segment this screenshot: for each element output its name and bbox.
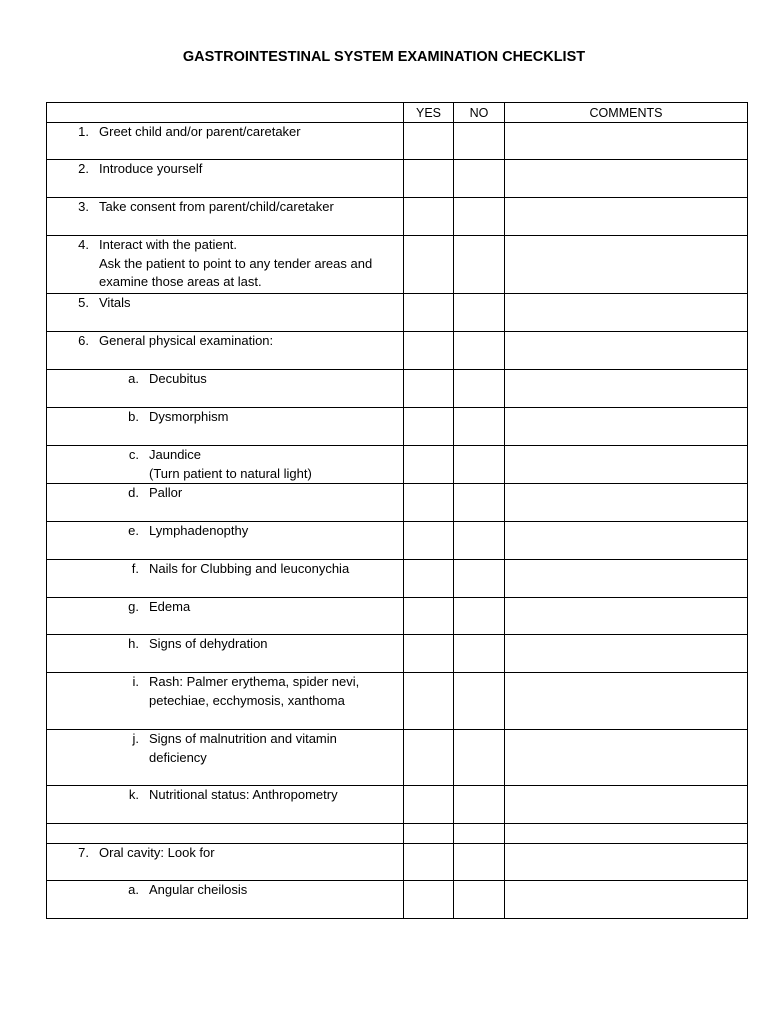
item-text [149, 673, 403, 710]
checklist-row [47, 635, 748, 673]
item-cell [47, 294, 404, 332]
comments-cell[interactable] [505, 730, 748, 786]
yes-cell[interactable] [404, 786, 454, 824]
item-number: j. [132, 731, 139, 746]
item-cell [47, 123, 404, 160]
yes-cell[interactable] [404, 730, 454, 786]
checklist-row [47, 522, 748, 560]
item-number: 5. [78, 295, 89, 310]
item-number: f. [131, 561, 139, 576]
checklist-row [47, 844, 748, 881]
comments-cell[interactable] [505, 236, 748, 294]
item-text-line: Edema [149, 599, 191, 614]
item-text [149, 484, 403, 503]
comments-cell[interactable] [505, 560, 748, 598]
item-cell [47, 484, 404, 522]
no-cell[interactable] [454, 635, 505, 673]
comments-cell[interactable] [505, 446, 748, 484]
no-cell[interactable] [454, 560, 505, 598]
item-text-line: Introduce yourself [99, 161, 203, 176]
checklist-row [47, 123, 748, 160]
checklist-row [47, 446, 748, 484]
no-cell[interactable] [454, 730, 505, 786]
no-cell[interactable] [454, 370, 505, 408]
item-text [99, 236, 403, 292]
yes-cell[interactable] [404, 844, 454, 881]
yes-cell[interactable] [404, 332, 454, 370]
comments-cell[interactable] [505, 844, 748, 881]
item-text-line: Oral cavity: Look for [99, 845, 215, 860]
item-text-line: Signs of malnutrition and vitamin [149, 731, 337, 746]
item-text [149, 598, 403, 617]
no-cell[interactable] [454, 446, 505, 484]
comments-cell[interactable] [505, 824, 748, 844]
no-cell[interactable] [454, 844, 505, 881]
item-cell [47, 730, 404, 786]
yes-cell[interactable] [404, 160, 454, 198]
item-text [149, 560, 403, 579]
item-number: 4. [78, 237, 89, 252]
checklist-row [47, 370, 748, 408]
item-cell [47, 408, 404, 446]
no-cell[interactable] [454, 160, 505, 198]
item-text-line: (Turn patient to natural light) [149, 465, 312, 481]
yes-cell[interactable] [404, 673, 454, 730]
no-cell[interactable] [454, 673, 505, 730]
item-cell [47, 786, 404, 824]
comments-cell[interactable] [505, 484, 748, 522]
header-no: NO [454, 103, 505, 123]
no-cell[interactable] [454, 332, 505, 370]
item-text [99, 332, 403, 351]
comments-cell[interactable] [505, 635, 748, 673]
item-text [99, 198, 403, 217]
comments-cell[interactable] [505, 881, 748, 919]
item-cell [47, 673, 404, 730]
comments-cell[interactable] [505, 522, 748, 560]
no-cell[interactable] [454, 484, 505, 522]
yes-cell[interactable] [404, 598, 454, 635]
no-cell[interactable] [454, 408, 505, 446]
item-text [99, 294, 403, 313]
header-row [47, 103, 748, 123]
item-text [149, 786, 403, 805]
yes-cell[interactable] [404, 560, 454, 598]
checklist-row [47, 294, 748, 332]
checklist-row [47, 236, 748, 294]
item-text [99, 123, 403, 142]
item-cell [47, 522, 404, 560]
no-cell[interactable] [454, 522, 505, 560]
item-number: 2. [78, 161, 89, 176]
yes-cell[interactable] [404, 522, 454, 560]
no-cell[interactable] [454, 824, 505, 844]
item-number: c. [128, 447, 139, 462]
comments-cell[interactable] [505, 198, 748, 236]
no-cell[interactable] [454, 294, 505, 332]
item-text-line: Decubitus [149, 371, 207, 386]
item-text [149, 881, 403, 900]
item-number: d. [128, 485, 139, 500]
item-cell [47, 160, 404, 198]
item-number: i. [132, 674, 139, 689]
item-text-line: Nails for Clubbing and leuconychia [149, 561, 350, 576]
item-text [99, 844, 403, 863]
comments-cell[interactable] [505, 332, 748, 370]
item-number: 3. [78, 199, 89, 214]
yes-cell[interactable] [404, 294, 454, 332]
item-text-line: petechiae, ecchymosis, xanthoma [149, 692, 345, 708]
item-number: k. [128, 787, 139, 802]
checklist-row [47, 408, 748, 446]
item-number: g. [128, 599, 139, 614]
item-text-line: Signs of dehydration [149, 636, 268, 651]
item-text-line: Vitals [99, 295, 131, 310]
comments-cell[interactable] [505, 408, 748, 446]
item-text-line: Jaundice [149, 447, 202, 462]
item-number: 1. [78, 124, 89, 139]
yes-cell[interactable] [404, 881, 454, 919]
item-text-line: Dysmorphism [149, 409, 229, 424]
item-cell [47, 635, 404, 673]
comments-cell[interactable] [505, 294, 748, 332]
checklist-row [47, 560, 748, 598]
yes-cell[interactable] [404, 446, 454, 484]
comments-cell[interactable] [505, 160, 748, 198]
item-cell [47, 198, 404, 236]
item-text-line: Rash: Palmer erythema, spider nevi, [149, 674, 360, 689]
yes-cell[interactable] [404, 198, 454, 236]
item-cell [47, 236, 404, 294]
no-cell[interactable] [454, 881, 505, 919]
checklist-row [47, 824, 748, 844]
yes-cell[interactable] [404, 824, 454, 844]
item-number: e. [128, 523, 139, 538]
comments-cell[interactable] [505, 370, 748, 408]
checklist-row [47, 673, 748, 730]
item-cell [47, 370, 404, 408]
item-text-line: Pallor [149, 485, 183, 500]
item-text-line: Nutritional status: Anthropometry [149, 787, 338, 802]
item-number: a. [128, 882, 139, 897]
item-text [149, 446, 403, 483]
item-text-line: Greet child and/or parent/caretaker [99, 124, 301, 139]
item-text [149, 635, 403, 654]
item-number: 6. [78, 333, 89, 348]
yes-cell[interactable] [404, 408, 454, 446]
comments-cell[interactable] [505, 598, 748, 635]
no-cell[interactable] [454, 123, 505, 160]
checklist-table [46, 102, 748, 919]
item-number: h. [128, 636, 139, 651]
item-text-line: Ask the patient to point to any tender areas and [99, 255, 373, 271]
no-cell[interactable] [454, 236, 505, 294]
item-text-line: Interact with the patient. [99, 237, 238, 252]
item-number: 7. [78, 845, 89, 860]
item-text [149, 408, 403, 427]
item-text [99, 160, 403, 179]
checklist-row [47, 160, 748, 198]
item-text-line: Take consent from parent/child/caretaker [99, 199, 334, 214]
checklist-row [47, 484, 748, 522]
item-text [149, 370, 403, 389]
yes-cell[interactable] [404, 370, 454, 408]
no-cell[interactable] [454, 598, 505, 635]
item-number: b. [128, 409, 139, 424]
checklist-row [47, 598, 748, 635]
checklist-row [47, 786, 748, 824]
item-text-line: Angular cheilosis [149, 882, 248, 897]
comments-cell[interactable] [505, 786, 748, 824]
yes-cell[interactable] [404, 484, 454, 522]
page-title: GASTROINTESTINAL SYSTEM EXAMINATION CHECKLIST [182, 49, 586, 65]
item-text-line: Lymphadenopthy [149, 523, 249, 538]
item-text-line: deficiency [149, 749, 207, 765]
item-cell [47, 824, 404, 844]
comments-cell[interactable] [505, 123, 748, 160]
header-comments: COMMENTS [505, 103, 748, 123]
no-cell[interactable] [454, 786, 505, 824]
item-cell [47, 446, 404, 484]
yes-cell[interactable] [404, 123, 454, 160]
item-text [149, 730, 403, 767]
checklist-rows [47, 123, 748, 919]
item-cell [47, 844, 404, 881]
item-number: a. [128, 371, 139, 386]
item-cell [47, 332, 404, 370]
yes-cell[interactable] [404, 635, 454, 673]
comments-cell[interactable] [505, 673, 748, 730]
item-text [149, 522, 403, 541]
no-cell[interactable] [454, 198, 505, 236]
checklist-row [47, 332, 748, 370]
checklist-row [47, 881, 748, 919]
checklist-row [47, 198, 748, 236]
item-cell [47, 881, 404, 919]
header-yes: YES [404, 103, 454, 123]
header-item [47, 103, 404, 123]
item-cell [47, 598, 404, 635]
item-cell [47, 560, 404, 598]
yes-cell[interactable] [404, 236, 454, 294]
checklist-row [47, 730, 748, 786]
item-text-line: examine those areas at last. [99, 274, 262, 289]
item-text-line: General physical examination: [99, 333, 274, 348]
